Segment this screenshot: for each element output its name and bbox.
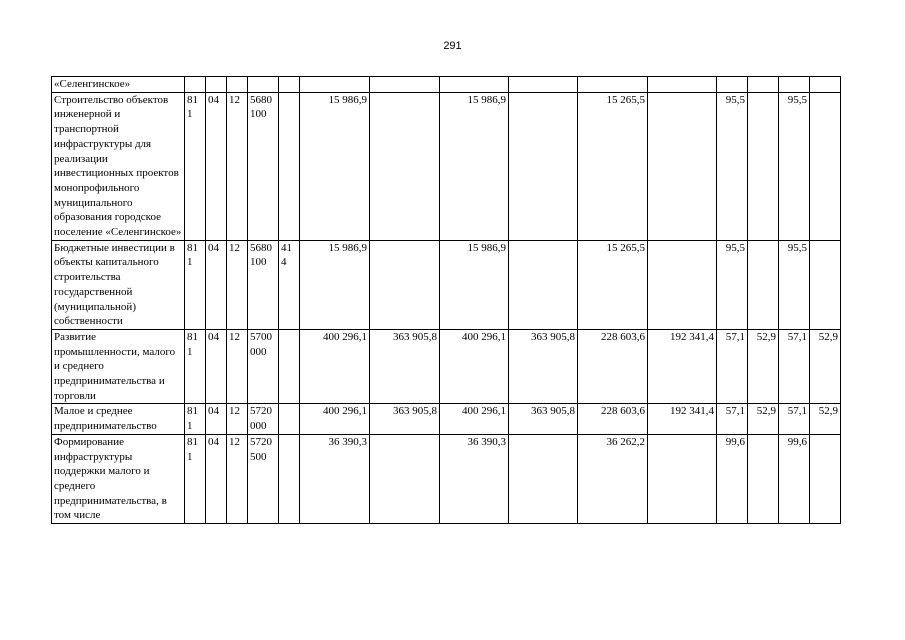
percent-cell: 57,1 (717, 404, 748, 434)
code-subsection: 12 (227, 240, 248, 329)
value-cell (370, 77, 440, 93)
row-name: Развитие промышленности, малого и среднего предпринимательства и торговли (52, 329, 185, 404)
code-target: 5720 500 (248, 434, 279, 523)
value-cell: 15 265,5 (578, 240, 648, 329)
code-expense-type (279, 404, 300, 434)
value-cell (509, 240, 578, 329)
value-cell: 400 296,1 (300, 329, 370, 404)
percent-cell (717, 77, 748, 93)
code-ministry: 811 (185, 92, 206, 240)
value-cell: 363 905,8 (509, 404, 578, 434)
percent-cell: 57,1 (717, 329, 748, 404)
code-section: 04 (206, 92, 227, 240)
row-name: «Селенгинское» (52, 77, 185, 93)
percent-cell: 99,6 (779, 434, 810, 523)
value-cell (648, 77, 717, 93)
percent-cell: 52,9 (748, 329, 779, 404)
code-target (248, 77, 279, 93)
value-cell: 228 603,6 (578, 404, 648, 434)
percent-cell (779, 77, 810, 93)
row-name: Малое и среднее предпринимательство (52, 404, 185, 434)
code-section: 04 (206, 404, 227, 434)
value-cell: 36 390,3 (440, 434, 509, 523)
value-cell: 192 341,4 (648, 404, 717, 434)
code-expense-type (279, 434, 300, 523)
code-subsection: 12 (227, 434, 248, 523)
percent-cell: 57,1 (779, 329, 810, 404)
code-section: 04 (206, 434, 227, 523)
value-cell: 15 265,5 (578, 92, 648, 240)
value-cell: 15 986,9 (440, 240, 509, 329)
table-row (52, 434, 841, 523)
percent-cell: 95,5 (717, 92, 748, 240)
code-ministry (185, 77, 206, 93)
code-subsection: 12 (227, 92, 248, 240)
code-ministry: 811 (185, 329, 206, 404)
value-cell: 363 905,8 (370, 404, 440, 434)
percent-cell: 52,9 (810, 404, 841, 434)
value-cell (509, 92, 578, 240)
value-cell (509, 434, 578, 523)
value-cell (509, 77, 578, 93)
value-cell (300, 77, 370, 93)
table-row (52, 329, 841, 404)
code-subsection: 12 (227, 404, 248, 434)
table-row (52, 77, 841, 93)
percent-cell: 95,5 (779, 92, 810, 240)
code-expense-type (279, 329, 300, 404)
value-cell (648, 434, 717, 523)
code-target: 5680 100 (248, 240, 279, 329)
value-cell: 400 296,1 (300, 404, 370, 434)
percent-cell (810, 434, 841, 523)
budget-table (51, 76, 841, 524)
value-cell: 15 986,9 (300, 240, 370, 329)
value-cell: 15 986,9 (300, 92, 370, 240)
row-name: Строительство объектов инженерной и транспортной инфраструктуры для реализации инвестиционных проектов монопрофильного муниципального образования городское поселение «Селенгинское» (52, 92, 185, 240)
code-target: 5700 000 (248, 329, 279, 404)
value-cell (648, 92, 717, 240)
value-cell (370, 434, 440, 523)
code-expense-type: 414 (279, 240, 300, 329)
value-cell (578, 77, 648, 93)
table-row (52, 404, 841, 434)
value-cell: 36 390,3 (300, 434, 370, 523)
code-section (206, 77, 227, 93)
value-cell (370, 92, 440, 240)
percent-cell (748, 92, 779, 240)
value-cell (440, 77, 509, 93)
value-cell: 400 296,1 (440, 404, 509, 434)
percent-cell: 52,9 (748, 404, 779, 434)
value-cell: 228 603,6 (578, 329, 648, 404)
code-section: 04 (206, 240, 227, 329)
percent-cell (810, 240, 841, 329)
row-name: Формирование инфраструктуры поддержки малого и среднего предпринимательства, в том числе (52, 434, 185, 523)
value-cell: 400 296,1 (440, 329, 509, 404)
table-row (52, 240, 841, 329)
code-ministry: 811 (185, 404, 206, 434)
percent-cell (748, 77, 779, 93)
page-number: 291 (443, 40, 462, 52)
code-target: 5720 000 (248, 404, 279, 434)
value-cell: 192 341,4 (648, 329, 717, 404)
percent-cell: 95,5 (779, 240, 810, 329)
code-expense-type (279, 92, 300, 240)
row-name: Бюджетные инвестиции в объекты капитального строительства государственной (муниципальной) собственности (52, 240, 185, 329)
percent-cell: 52,9 (810, 329, 841, 404)
percent-cell (810, 77, 841, 93)
value-cell (648, 240, 717, 329)
code-section: 04 (206, 329, 227, 404)
code-ministry: 811 (185, 434, 206, 523)
percent-cell: 95,5 (717, 240, 748, 329)
value-cell (370, 240, 440, 329)
code-target: 5680 100 (248, 92, 279, 240)
table-row (52, 92, 841, 240)
code-expense-type (279, 77, 300, 93)
percent-cell (748, 240, 779, 329)
value-cell: 363 905,8 (509, 329, 578, 404)
percent-cell: 99,6 (717, 434, 748, 523)
value-cell: 15 986,9 (440, 92, 509, 240)
percent-cell (748, 434, 779, 523)
percent-cell (810, 92, 841, 240)
value-cell: 36 262,2 (578, 434, 648, 523)
percent-cell: 57,1 (779, 404, 810, 434)
value-cell: 363 905,8 (370, 329, 440, 404)
code-ministry: 811 (185, 240, 206, 329)
code-subsection (227, 77, 248, 93)
code-subsection: 12 (227, 329, 248, 404)
